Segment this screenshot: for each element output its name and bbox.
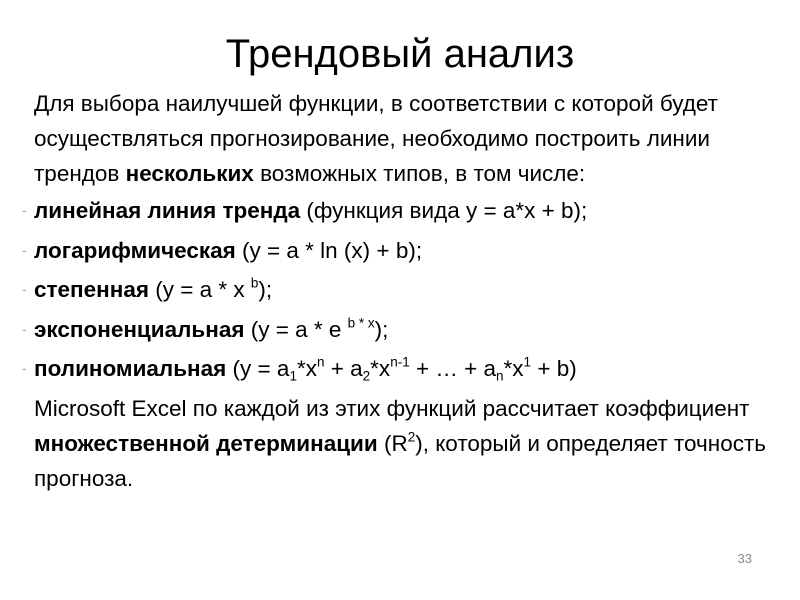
bullet-formula: (y = a * x	[148, 277, 251, 302]
list-item	[22, 270, 774, 310]
bullet-dash: -	[22, 202, 27, 218]
list-item	[22, 191, 774, 231]
bullet-term: полиномиальная	[34, 356, 227, 381]
bullet-dash: -	[22, 360, 27, 376]
bullet-term: линейная линия тренда	[34, 198, 301, 223]
intro-bold: нескольких	[125, 161, 254, 186]
bullet-term: логарифмическая	[34, 237, 236, 263]
bullet-formula-end: );	[258, 277, 273, 302]
outro-text-mid: (R	[377, 430, 408, 456]
formula-part: + … + a	[409, 356, 497, 381]
intro-text-end: возможных типов, в том числе:	[253, 161, 586, 186]
list-item	[22, 349, 774, 389]
exponent: b * x	[347, 315, 375, 331]
outro-text: Microsoft Excel по каждой из этих функций рассчитает коэффициент	[34, 395, 750, 421]
page-number: 33	[737, 551, 752, 566]
bullet-formula: (функция вида y = a*x + b);	[300, 198, 588, 223]
subscript: 2	[362, 368, 371, 384]
bullet-formula-end: );	[374, 316, 389, 342]
bullet-list	[22, 191, 774, 389]
formula-part: (y = a	[226, 356, 290, 381]
list-item	[22, 310, 774, 350]
bullet-dash: -	[22, 241, 27, 258]
outro-paragraph	[34, 391, 774, 496]
page-title: Трендовый анализ	[225, 32, 575, 76]
bullet-dash: -	[22, 281, 27, 297]
bullet-term: степенная	[34, 277, 149, 302]
formula-part: *x	[296, 356, 317, 381]
bullet-dash: -	[22, 320, 27, 337]
subscript: 1	[289, 368, 297, 384]
formula-part: + b)	[531, 356, 577, 381]
list-item	[22, 231, 774, 271]
exponent: 2	[407, 429, 416, 445]
exponent: n	[316, 354, 325, 370]
exponent: 1	[523, 354, 532, 370]
exponent: n-1	[390, 354, 410, 370]
formula-part: *x	[503, 356, 524, 381]
exponent: b	[250, 275, 259, 291]
outro-text-end: ), который и определяет точность прогноза.	[34, 430, 766, 491]
intro-text: Для выбора наилучшей функции, в соответствии с которой будет осуществляться прогнозирование, необходимо построить линии трендов	[34, 91, 718, 186]
slide-body	[22, 86, 774, 496]
formula-part: *x	[370, 356, 391, 381]
outro-bold: множественной детерминации	[34, 430, 378, 456]
intro-paragraph	[34, 86, 774, 191]
formula-part: + a	[324, 356, 363, 381]
bullet-formula: (y = a * e	[244, 316, 348, 342]
subscript: n	[496, 368, 504, 384]
bullet-formula: (y = a * ln (x) + b);	[235, 237, 423, 263]
bullet-term: экспоненциальная	[34, 316, 245, 342]
